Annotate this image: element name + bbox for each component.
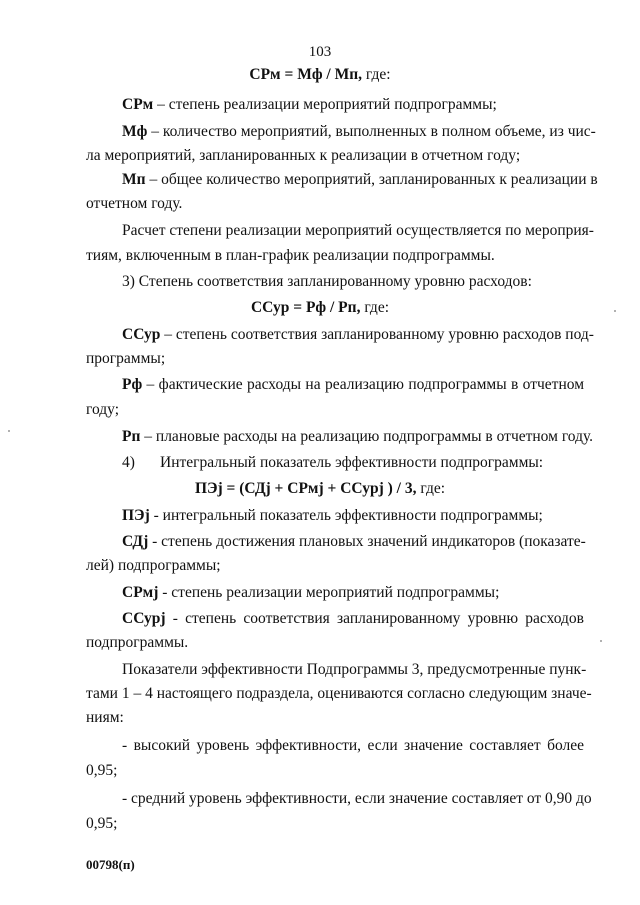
definition-mf-cont: ла мероприятий, запланированных к реализации в отчетном году; bbox=[86, 147, 521, 164]
level-medium-value: 0,95; bbox=[86, 815, 118, 832]
definition-ssurj-cont: подпрограммы. bbox=[86, 634, 189, 651]
definition-rf: Рф – фактические расходы на реализацию подпрограммы в отчетном bbox=[122, 376, 584, 393]
formula-1: СРм = Мф / Мп, где: bbox=[249, 66, 391, 83]
level-medium: - средний уровень эффективности, если значение составляет от 0,90 до bbox=[122, 790, 592, 807]
level-high: - высокий уровень эффективности, если значение составляет более bbox=[122, 737, 584, 754]
paragraph-indicators-cont: тами 1 – 4 настоящего подраздела, оцениваются согласно следующим значе- bbox=[86, 685, 592, 702]
scan-speck bbox=[600, 640, 602, 642]
paragraph-calc: Расчет степени реализации мероприятий осуществляется по мероприя- bbox=[122, 222, 594, 239]
paragraph-calc-cont: тиям, включенным в план-график реализации подпрограммы. bbox=[86, 247, 495, 264]
definition-sdj-cont: лей) подпрограммы; bbox=[86, 557, 221, 574]
paragraph-indicators-end: ниям: bbox=[86, 709, 124, 726]
item-3-heading: 3) Степень соответствия запланированному уровню расходов: bbox=[122, 273, 532, 290]
definition-mp: Мп – общее количество мероприятий, запланированных к реализации в bbox=[122, 171, 598, 188]
definition-ssur-cont: программы; bbox=[86, 350, 166, 367]
definition-ssur: ССур – степень соответствия запланированному уровню расходов под- bbox=[122, 326, 594, 343]
definition-rp: Рп – плановые расходы на реализацию подпрограммы в отчетном году. bbox=[122, 428, 594, 445]
formula-2: ССур = Рф / Рп, где: bbox=[250, 299, 390, 316]
scan-speck bbox=[614, 310, 616, 312]
definition-mf: Мф – количество мероприятий, выполненных в полном объеме, из чис- bbox=[122, 123, 596, 140]
definition-srmj: СРмj - степень реализации мероприятий подпрограммы; bbox=[122, 584, 500, 601]
definition-sdj: СДj - степень достижения плановых значений индикаторов (показате- bbox=[122, 533, 586, 550]
document-code: 00798(п) bbox=[86, 857, 135, 872]
definition-srm: СРм – степень реализации мероприятий подпрограммы; bbox=[122, 96, 497, 113]
formula-3: ПЭj = (СДj + СРмj + ССурj ) / 3, где: bbox=[194, 480, 446, 497]
scan-speck bbox=[8, 430, 10, 432]
item-4-number: 4) bbox=[122, 454, 135, 471]
page-number: 103 bbox=[308, 44, 332, 60]
definition-rf-cont: году; bbox=[86, 401, 120, 418]
item-4-heading: Интегральный показатель эффективности подпрограммы: bbox=[160, 454, 544, 471]
paragraph-indicators: Показатели эффективности Подпрограммы 3, предусмотренные пунк- bbox=[122, 661, 587, 678]
definition-ssurj: ССурj - степень соответствия запланированному уровню расходов bbox=[122, 610, 584, 627]
definition-pej: ПЭj - интегральный показатель эффективности подпрограммы; bbox=[122, 507, 543, 524]
level-high-value: 0,95; bbox=[86, 762, 118, 779]
definition-mp-cont: отчетном году. bbox=[86, 195, 183, 212]
